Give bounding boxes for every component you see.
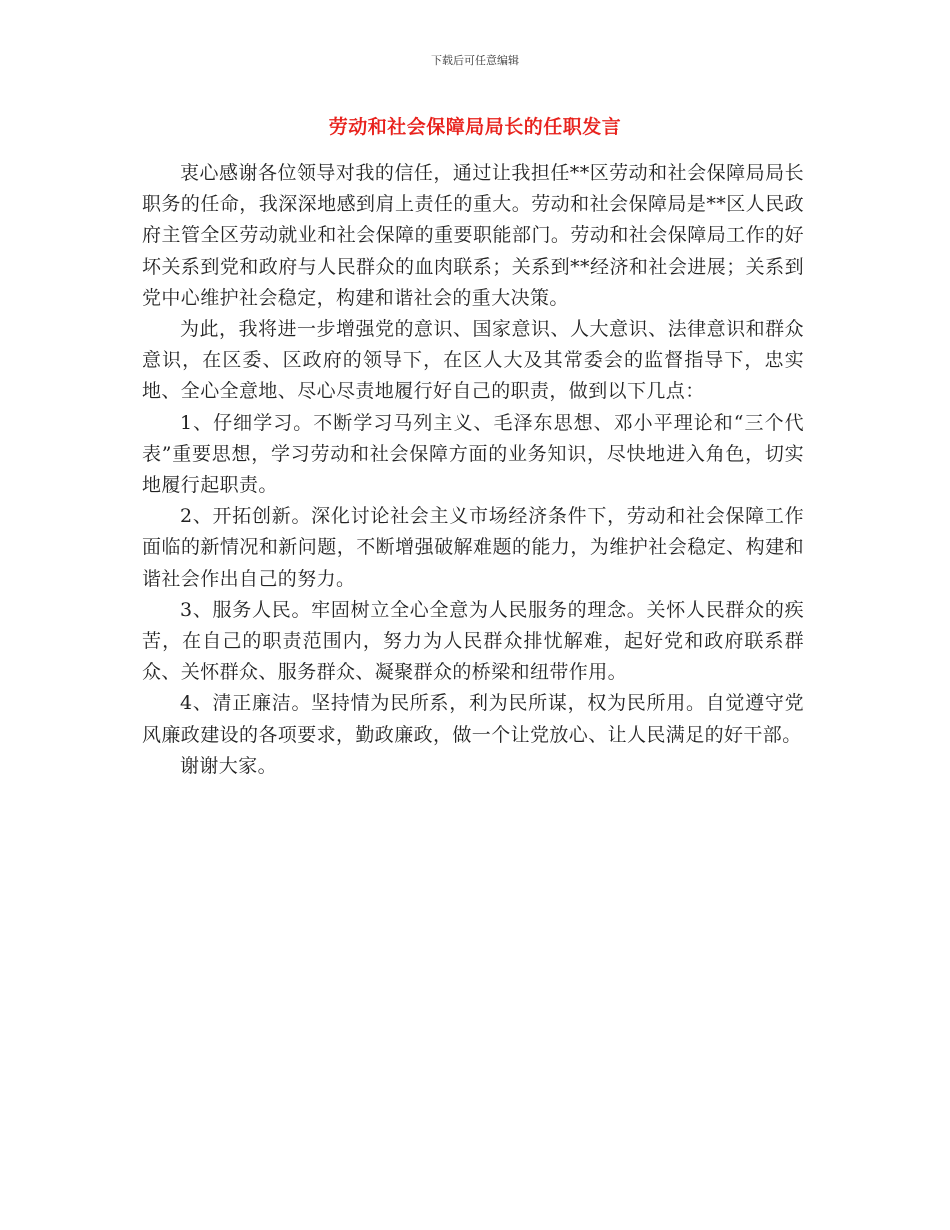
paragraph-closing: 谢谢大家。 [180, 754, 278, 777]
paragraph-commitment: 为此，我将进一步增强党的意识、国家意识、人大意识、法律意识和群众意识，在区委、区政府的领导下，在区人大及其常委会的监督指导下，忠实地、全心全意地、尽心尽责地履行好自己的职责，做到以下几点： [142, 318, 804, 403]
document-title: 劳动和社会保障局局长的任职发言 [328, 116, 622, 138]
paragraph-point-4: 4、清正廉洁。坚持情为民所系，利为民所谋，权为民所用。自觉遵守党风廉政建设的各项要求，勤政廉政，做一个让党放心、让人民满足的好干部。 [142, 692, 804, 746]
document-body [142, 158, 804, 782]
paragraph-intro: 衷心感谢各位领导对我的信任，通过让我担任**区劳动和社会保障局局长职务的任命，我深深地感到肩上责任的重大。劳动和社会保障局是**区人民政府主管全区劳动就业和社会保障的重要职能部门。劳动和社会保障局工作的好坏关系到党和政府与人民群众的血肉联系；关系到**经济和社会进展；关系到党中心维护社会稳定，构建和谐社会的重大决策。 [142, 162, 804, 309]
header-note: 下载后可任意编辑 [431, 54, 519, 67]
paragraph-point-3: 3、服务人民。牢固树立全心全意为人民服务的理念。关怀人民群众的疾苦，在自己的职责范围内，努力为人民群众排忧解难，起好党和政府联系群众、关怀群众、服务群众、凝聚群众的桥梁和纽带作用。 [142, 598, 804, 684]
paragraph-point-1: 1、仔细学习。不断学习马列主义、毛泽东思想、邓小平理论和“三个代表”重要思想，学习劳动和社会保障方面的业务知识，尽快地进入角色，切实地履行起职责。 [142, 411, 804, 497]
paragraph-point-2: 2、开拓创新。深化讨论社会主义市场经济条件下，劳动和社会保障工作面临的新情况和新问题，不断增强破解难题的能力，为维护社会稳定、构建和谐社会作出自己的努力。 [142, 505, 804, 590]
